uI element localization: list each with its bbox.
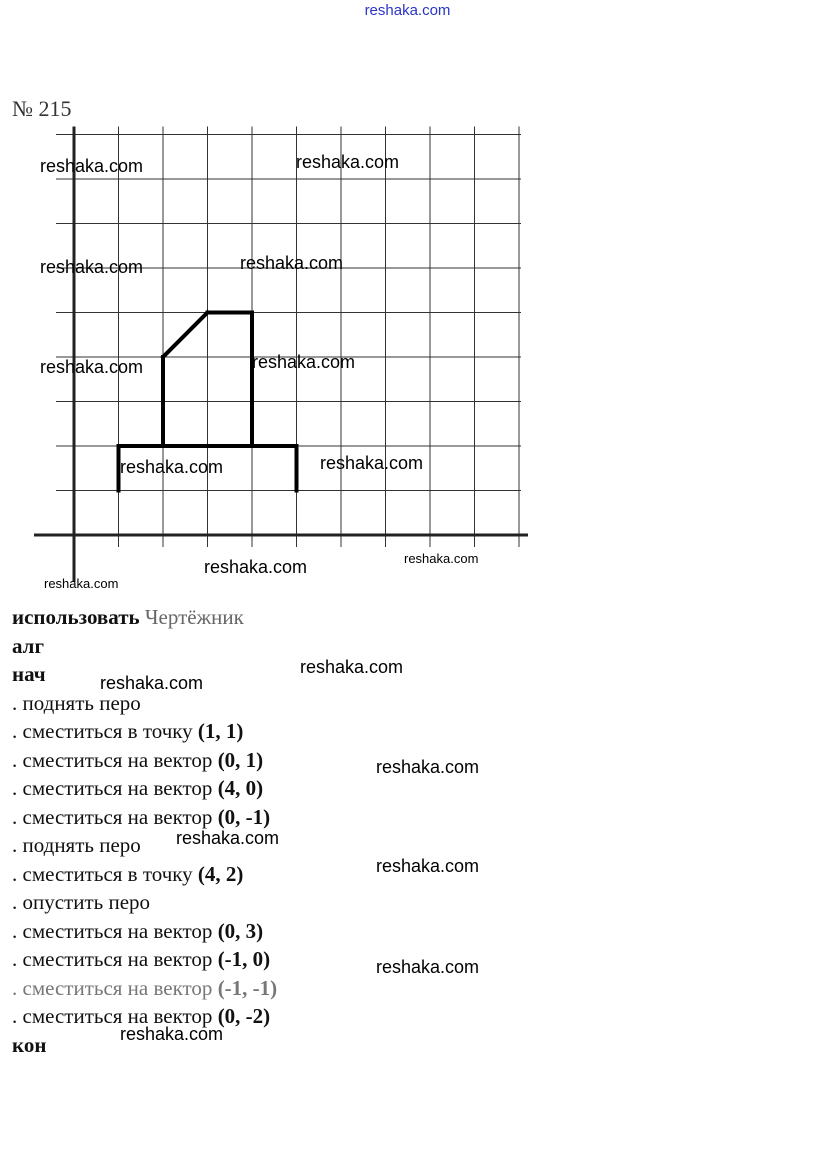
command-argument: (1, 1) — [197, 719, 244, 743]
use-keyword: использовать — [12, 605, 140, 629]
command-text: . опустить перо — [12, 890, 151, 914]
end-keyword: кон — [12, 1032, 47, 1057]
command-argument: (-1, 0) — [217, 947, 271, 971]
program-line — [12, 689, 612, 718]
use-line — [12, 603, 612, 632]
watermark: reshaka.com — [176, 828, 280, 848]
program-listing — [12, 603, 612, 1059]
program-line — [12, 803, 612, 832]
problem-number: № 215 — [12, 96, 72, 121]
watermark: reshaka.com — [376, 856, 480, 876]
program-line — [12, 974, 612, 1003]
command-text: . сместиться на вектор — [12, 918, 218, 943]
command-argument: (0, -1) — [217, 804, 271, 829]
site-header-link[interactable]: reshaka.com — [364, 2, 451, 19]
watermark: reshaka.com — [40, 357, 144, 377]
program-line — [12, 831, 612, 860]
command-text: . сместиться на вектор — [12, 776, 218, 800]
program-line — [12, 746, 612, 775]
program-line — [12, 1002, 612, 1031]
command-argument: (4, 0) — [217, 776, 264, 800]
program-line — [12, 717, 612, 746]
command-text: . сместиться в точку — [12, 719, 198, 743]
command-argument: (-1, -1) — [217, 975, 278, 1000]
command-text: . сместиться в точку — [12, 861, 198, 886]
program-line — [12, 917, 612, 946]
command-text: . поднять перо — [12, 833, 141, 857]
watermark: reshaka.com — [296, 152, 400, 172]
use-target: Чертёжник — [144, 605, 244, 629]
command-argument: (0, 3) — [217, 918, 264, 943]
watermark: reshaka.com — [252, 352, 356, 372]
command-argument: (0, -2) — [217, 1004, 271, 1028]
program-line — [12, 888, 612, 917]
command-argument: (0, 1) — [217, 747, 264, 772]
watermark: reshaka.com — [204, 557, 308, 577]
watermark: reshaka.com — [120, 457, 224, 477]
program-line — [12, 945, 612, 974]
watermark: reshaka.com — [376, 957, 480, 977]
watermark: reshaka.com — [404, 551, 479, 566]
grid-lines — [56, 127, 521, 548]
watermark: reshaka.com — [320, 453, 424, 473]
command-text: . сместиться на вектор — [12, 975, 218, 1000]
watermark: reshaka.com — [120, 1024, 224, 1044]
watermark: reshaka.com — [300, 657, 404, 677]
watermark: reshaka.com — [100, 673, 204, 693]
begin-keyword: нач — [12, 662, 46, 686]
watermark: reshaka.com — [44, 576, 119, 591]
program-lines — [12, 689, 612, 1031]
figure-segment — [163, 313, 208, 358]
command-text: . поднять перо — [12, 690, 141, 715]
program-line — [12, 860, 612, 889]
command-text: . сместиться на вектор — [12, 747, 218, 772]
watermark: reshaka.com — [376, 757, 480, 777]
command-text: . сместиться на вектор — [12, 1004, 218, 1028]
command-text: . сместиться на вектор — [12, 947, 218, 971]
watermark: reshaka.com — [40, 156, 144, 176]
watermark: reshaka.com — [40, 257, 144, 277]
command-text: . сместиться на вектор — [12, 804, 218, 829]
command-argument: (4, 2) — [197, 861, 244, 886]
watermark: reshaka.com — [240, 253, 344, 273]
alg-keyword: алг — [12, 633, 45, 658]
program-line — [12, 774, 612, 803]
